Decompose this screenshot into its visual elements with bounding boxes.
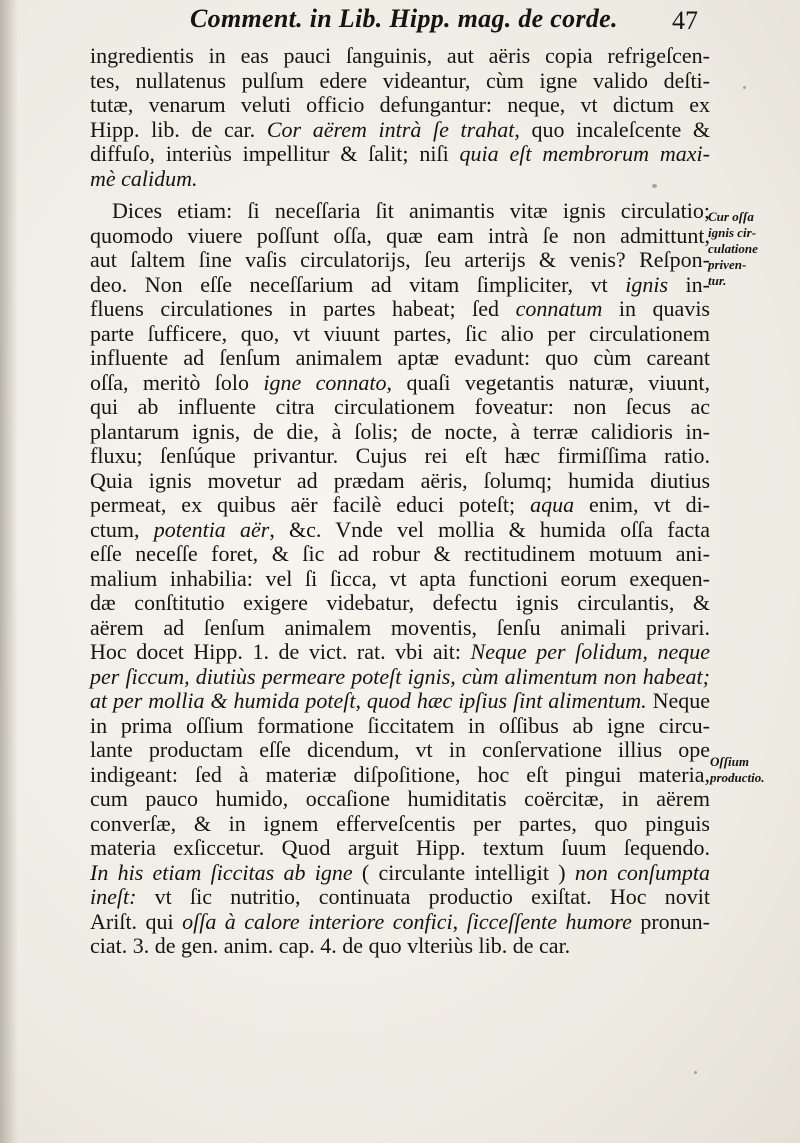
text-line [90, 640, 710, 665]
italic-run: In his etiam ſiccitas ab igne [90, 859, 353, 885]
text-line [90, 118, 710, 143]
text-run: parte ſufficere, quo, vt viuunt partes, ſic alio per circulationem [90, 320, 710, 346]
italic-run: at per mollia & humida poteſt, quod hæc ipſius ſint alimentum. [90, 688, 647, 713]
text-line [90, 812, 710, 837]
text-run: aërem ad ſenſum animalem moventis, ſenſu animali privari. [90, 614, 710, 640]
page-edge-shadow [0, 0, 18, 1143]
text-line [90, 861, 710, 886]
paper-speck [652, 184, 657, 188]
paper-speck [743, 86, 746, 89]
text-run: fluxu; ſenſúque privantur. Cujus rei eſt hæc firmiſſima ratio. [90, 443, 710, 468]
text-run: enim, vt di- [574, 492, 711, 517]
text-run: plantarum ignis, de die, à ſolis; de nocte, à terræ calidioris in- [90, 418, 710, 444]
text-line [90, 142, 710, 167]
text-run: , &c. Vnde vel mollia & humida oſſa facta [269, 516, 711, 542]
margin-note-line: culatione [708, 241, 758, 256]
text-line [90, 167, 710, 192]
text-run: dæ conſtitutio exigere videbatur, defectu ignis circulantis, & [90, 590, 710, 615]
italic-run: ignis [625, 271, 669, 297]
italic-run: connatum [515, 296, 603, 321]
text-run: malium inhabilia: vel ſi ſicca, vt apta functioni eorum exequen- [90, 565, 710, 591]
text-line [90, 371, 710, 396]
italic-run: mè calidum. [90, 165, 198, 191]
text-line [90, 567, 710, 592]
text-run: in prima oſſium formatione ſiccitatem in oſſibus ab igne circu- [90, 712, 710, 738]
text-run: diffuſo, interiùs impellitur & ſalit; niſi [90, 141, 460, 166]
text-run: indigeant: ſed à materiæ diſpoſitione, hoc eſt pingui materia, [90, 761, 710, 787]
text-run: ingredientis in eas pauci ſanguinis, aut aëris copia refrigeſcen- [90, 43, 710, 68]
text-line [90, 44, 710, 69]
italic-run: quia eſt membrorum maxi- [459, 141, 710, 166]
text-run: oſſa, meritò ſolo [90, 369, 264, 395]
text-run: converſæ, & in ignem effervеſcentis per partes, quo pinguis [90, 810, 710, 836]
italic-run: potentia aër [153, 516, 270, 542]
text-run: eſſe neceſſe foret, & ſic ad robur & rectitudinem motuum ani- [90, 541, 710, 566]
text-run: Hoc docet Hipp. 1. de vict. rat. vbi ait: [90, 639, 471, 664]
margin-note-line: tur. [708, 273, 727, 288]
text-run: vt ſic nutritio, continuata productio exiſtat. Hoc novit [136, 884, 710, 909]
text-line [90, 518, 710, 543]
text-line [90, 395, 710, 420]
text-line [90, 224, 710, 249]
text-run: in- [668, 271, 710, 297]
italic-run: Cor aërem intrà ſe trahat [266, 116, 515, 142]
margin-note-line: Cur oſſa [708, 209, 754, 224]
margin-note-cur-ossa [708, 209, 758, 289]
text-line [90, 444, 710, 469]
text-run: fluens circulationes in partes habeat; ſed [90, 296, 516, 321]
text-line [90, 885, 710, 910]
text-line [90, 763, 710, 788]
text-line [90, 934, 710, 959]
text-run: aut ſaltem ſine vaſis circulatorijs, ſeu arterijs & venis? Reſpon- [90, 247, 710, 272]
italic-run: non conſumpta [574, 859, 710, 885]
margin-note-line: productio. [710, 770, 765, 785]
text-run: , quo incaleſcente & [514, 116, 710, 142]
text-run: cum pauco humido, occaſione humiditatis coërcitæ, in aërem [90, 786, 710, 811]
margin-note-line: Oſſium [710, 754, 749, 769]
text-run: materia exſiccetur. Quod arguit Hipp. textum ſuum ſequendo. [90, 835, 710, 860]
margin-note-line: priven- [708, 257, 747, 272]
text-line [90, 420, 710, 445]
text-run: ctum, [90, 516, 154, 542]
text-line [90, 714, 710, 739]
text-line [90, 199, 710, 224]
italic-run: aqua [530, 492, 575, 517]
text-line [90, 787, 710, 812]
margin-note-line: ignis cir- [708, 225, 757, 240]
text-run: in quavis [602, 296, 710, 321]
text-run: Ariſt. qui [90, 908, 183, 934]
text-run: Quia ignis movetur ad prædam aëris, ſolumq; humida diutius [90, 467, 710, 493]
italic-run: ineſt: [90, 884, 137, 909]
text-run: ciat. 3. de gen. anim. cap. 4. de quo vlteriùs lib. de car. [90, 933, 571, 958]
text-line [90, 738, 710, 763]
text-line [90, 469, 710, 494]
text-line [90, 910, 710, 935]
text-run: Dices etiam: ſi neceſſaria ſit animantis vitæ ignis circulatio; [112, 198, 710, 223]
text-run: deo. Non eſſe neceſſarium ad vitam ſimpliciter, vt [90, 271, 626, 297]
text-line [90, 248, 710, 273]
margin-note-ossium-productio [710, 754, 765, 786]
text-line [90, 322, 710, 347]
text-line [90, 665, 710, 690]
text-run: tutæ, venarum veluti officio defungantur: neque, vt dictum ex [90, 92, 710, 117]
text-line [90, 273, 710, 298]
text-run: ( circulante intelligit ) [352, 859, 575, 885]
text-line [90, 69, 710, 94]
text-run: quomodo viuere poſſunt oſſa, quæ eam intrà ſe non admittunt, [90, 222, 710, 248]
italic-run: oſſa à calore interiore confici [182, 908, 453, 934]
text-run: influente ad ſenſum animalem aptæ evadunt: quo cùm careant [90, 345, 710, 370]
text-line [90, 689, 710, 714]
text-line [90, 591, 710, 616]
running-title: Comment. in Lib. Hipp. mag. de corde. [190, 4, 618, 33]
text-run: , quaſi vegetantis naturæ, viuunt, [386, 369, 710, 395]
paper-speck [694, 1071, 697, 1074]
text-run: qui ab influente citra circulationem foveatur: non ſecus ac [90, 394, 710, 419]
text-line [90, 836, 710, 861]
text-line [90, 616, 710, 641]
text-line [90, 346, 710, 371]
italic-run: ſicceſſente humore [466, 908, 632, 934]
text-run: lante productam eſſe dicendum, vt in conſervatione illius ope [90, 737, 710, 762]
text-line [90, 493, 710, 518]
body-text [90, 44, 710, 959]
italic-run: per ſiccum, diutiùs permeare poteſt ignis, cùm alimentum non habeat; [90, 663, 710, 689]
text-run: pronun- [631, 908, 710, 934]
text-run: , [452, 908, 467, 934]
text-run: permeat, ex quibus aër facilè educi poteſt; [90, 492, 531, 517]
text-run: tes, nullatenus pulſum edere videantur, cùm igne valido deſti- [90, 67, 710, 93]
text-run: Hipp. lib. de car. [90, 116, 267, 142]
italic-run: Neque per ſolidum, neque [470, 639, 710, 664]
text-line [90, 93, 710, 118]
page-number: 47 [672, 6, 698, 35]
text-line [90, 542, 710, 567]
text-line [90, 297, 710, 322]
text-run: Neque [646, 688, 710, 713]
italic-run: igne connato [263, 369, 387, 395]
